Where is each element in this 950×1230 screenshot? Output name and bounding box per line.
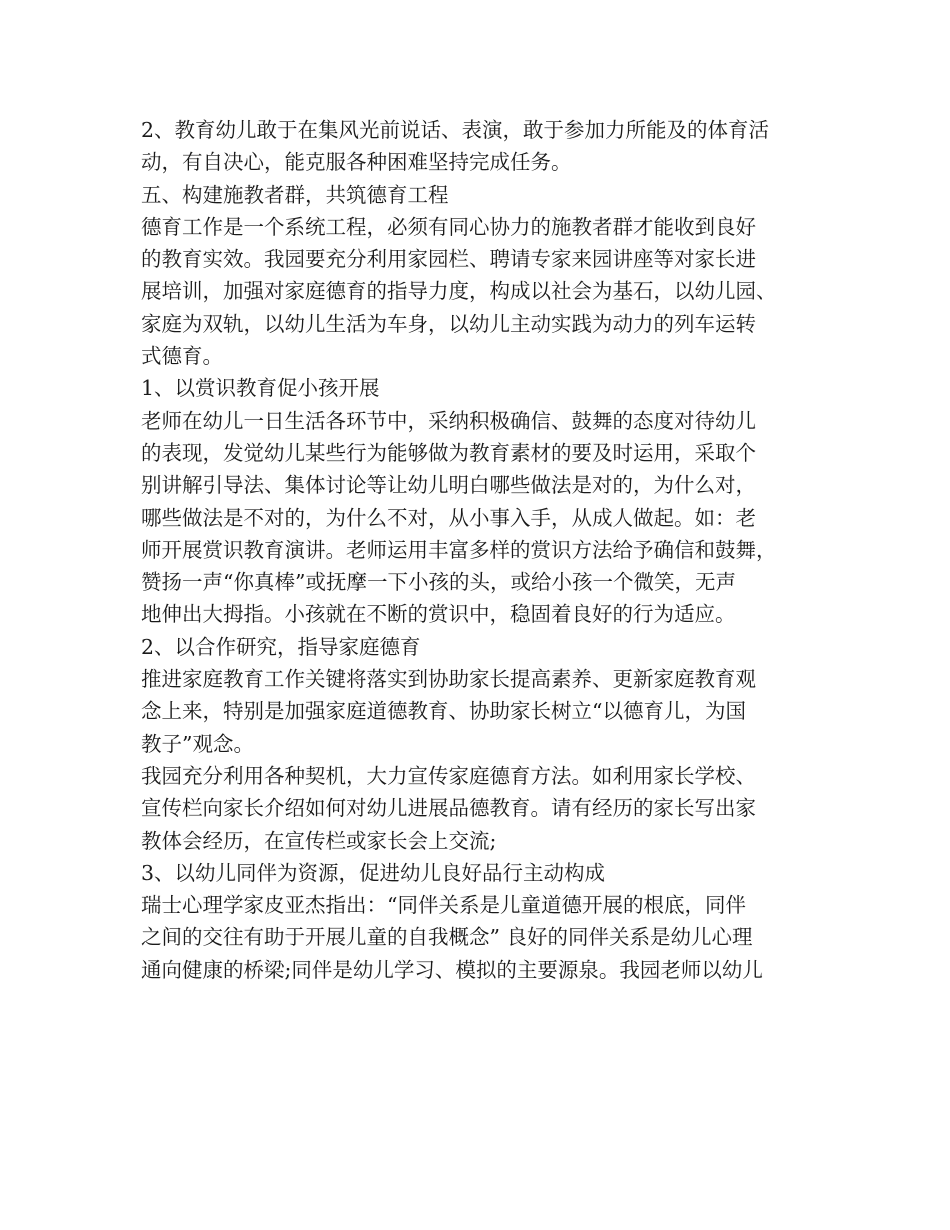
text-line: 推进家庭教育工作关键将落实到协助家长提高素养、更新家庭教育观 <box>141 667 756 692</box>
text-line: 德育工作是一个系统工程，必须有同心协力的施教者群才能收到良好 <box>141 214 756 239</box>
text-line: 的教育实效。我园要充分利用家园栏、聘请专家来园讲座等对家长进 <box>141 247 756 272</box>
text-line: 之间的交往有助于开展儿童的自我概念” 良好的同伴关系是幼儿心理 <box>141 925 753 950</box>
text-line: 2、教育幼儿敢于在集风光前说话、表演，敢于参加力所能及的体育活 <box>141 118 770 142</box>
text-line: 动，有自决心，能克服各种困难坚持完成任务。 <box>141 150 572 175</box>
text-line: 展培训，加强对家庭德育的指导力度，构成以社会为基石，以幼儿园、 <box>141 279 777 304</box>
text-line: 通向健康的桥梁;同伴是幼儿学习、模拟的主要源泉。我园老师以幼儿 <box>141 957 763 982</box>
text-line: 念上来，特别是加强家庭道德教育、协助家长树立“以德育儿，为国 <box>141 699 746 724</box>
document-body <box>141 114 825 986</box>
text-line: 赞扬一声“你真棒”或抚摩一下小孩的头，或给小孩一个微笑，无声 <box>141 570 736 595</box>
subsection-heading: 3、以幼儿同伴为资源，促进幼儿良好品行主动构成 <box>141 860 606 885</box>
text-line: 瑞士心理学家皮亚杰指出：“同伴关系是儿童道德开展的根底，同伴 <box>141 893 746 918</box>
text-line: 教子”观念。 <box>141 731 254 756</box>
subsection-heading: 2、以合作研究，指导家庭德育 <box>141 634 421 659</box>
text-line: 家庭为双轨，以幼儿生活为车身，以幼儿主动实践为动力的列车运转 <box>141 311 756 336</box>
text-line: 哪些做法是不对的，为什么不对，从小事入手，从成人做起。如：老 <box>141 505 756 530</box>
text-line: 我园充分利用各种契机，大力宣传家庭德育方法。如利用家长学校、 <box>141 763 756 788</box>
text-line: 教体会经历，在宣传栏或家长会上交流; <box>141 828 497 853</box>
text-line: 师开展赏识教育演讲。老师运用丰富多样的赏识方法给予确信和鼓舞， <box>141 537 777 562</box>
text-line: 宣传栏向家长介绍如何对幼儿进展品德教育。请有经历的家长写出家 <box>141 796 756 821</box>
text-line: 地伸出大拇指。小孩就在不断的赏识中，稳固着良好的行为适应。 <box>141 602 736 627</box>
section-heading: 五、构建施教者群，共筑德育工程 <box>141 182 449 207</box>
text-line: 别讲解引导法、集体讨论等让幼儿明白哪些做法是对的，为什么对， <box>141 473 756 498</box>
text-line: 的表现，发觉幼儿某些行为能够做为教育素材的要及时运用，采取个 <box>141 440 756 465</box>
text-line: 式德育。 <box>141 344 223 369</box>
text-line: 老师在幼儿一日生活各环节中，采纳积极确信、鼓舞的态度对待幼儿 <box>141 408 756 433</box>
subsection-heading: 1、以赏识教育促小孩开展 <box>141 376 380 401</box>
